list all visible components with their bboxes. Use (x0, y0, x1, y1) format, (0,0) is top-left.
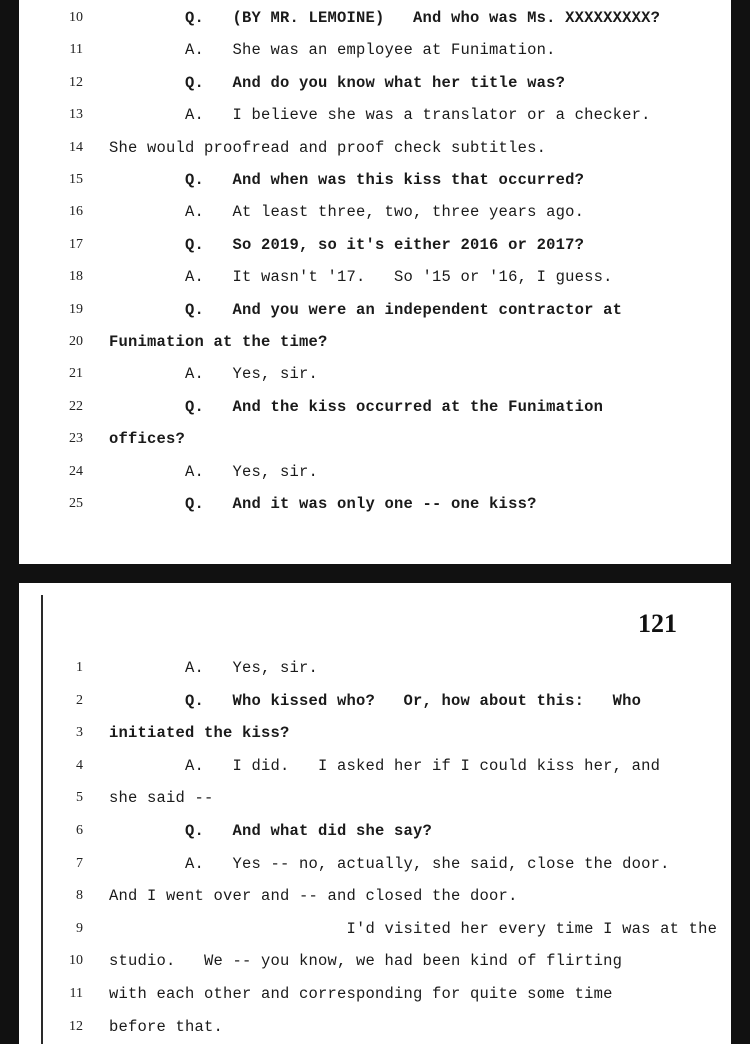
line-number: 21 (69, 366, 83, 382)
line-text: Q. And it was only one -- one kiss? (109, 495, 537, 513)
transcript-line (19, 983, 731, 1005)
transcript-line (19, 7, 731, 29)
line-number: 22 (69, 398, 83, 414)
transcript-line (19, 461, 731, 483)
line-text: Q. And you were an independent contractor at (109, 300, 623, 319)
line-number: 14 (69, 139, 83, 155)
line-text: A. I believe she was a translator or a checker. (109, 106, 651, 125)
transcript-line (19, 331, 731, 353)
line-number: 10 (69, 953, 83, 969)
transcript-line (19, 169, 731, 191)
line-text: Q. And do you know what her title was? (109, 73, 566, 92)
line-number: 5 (76, 790, 83, 806)
transcript-line (19, 722, 731, 744)
line-text: with each other and corresponding for quite some time (109, 985, 613, 1003)
line-text: Q. So 2019, so it's either 2016 or 2017? (109, 235, 585, 254)
line-number: 25 (69, 496, 83, 511)
transcript-line (19, 266, 731, 288)
transcript-line (19, 234, 731, 256)
transcript-line (19, 299, 731, 321)
line-text: Funimation at the time? (109, 333, 328, 351)
line-number: 11 (69, 42, 83, 58)
page-number: 121 (638, 609, 677, 638)
line-text: she said -- (109, 789, 214, 808)
transcript-line (19, 363, 731, 385)
line-text: A. I did. I asked her if I could kiss her, and (109, 756, 661, 775)
transcript-line (19, 396, 731, 418)
line-text: Q. And when was this kiss that occurred? (109, 171, 585, 189)
line-number: 8 (76, 888, 83, 904)
line-number: 12 (69, 1018, 83, 1034)
line-number: 4 (76, 757, 83, 773)
line-number: 20 (69, 334, 83, 349)
transcript-line (19, 657, 731, 679)
transcript-line (19, 72, 731, 94)
transcript-line (19, 755, 731, 777)
line-text: Q. Who kissed who? Or, how about this: Who (109, 691, 642, 710)
line-text: And I went over and -- and closed the door. (109, 887, 518, 906)
transcript-page-2 (19, 583, 731, 1044)
transcript-line (19, 493, 731, 515)
line-number: 11 (69, 986, 83, 1001)
line-text: studio. We -- you know, we had been kind of flirting (109, 952, 623, 971)
transcript-line (19, 137, 731, 159)
line-number: 18 (69, 269, 83, 285)
line-text: A. At least three, two, three years ago. (109, 203, 585, 222)
transcript-line (19, 1016, 731, 1038)
transcript-line (19, 428, 731, 450)
line-text: before that. (109, 1017, 224, 1036)
line-number: 1 (76, 660, 83, 675)
line-text: Q. And what did she say? (109, 822, 433, 840)
line-number: 3 (76, 725, 83, 741)
transcript-line (19, 104, 731, 126)
line-text: Q. (BY MR. LEMOINE) And who was Ms. XXXXXXXXX? (109, 9, 661, 27)
line-number: 19 (69, 301, 83, 317)
line-text: She would proofread and proof check subtitles. (109, 138, 547, 157)
transcript-line (19, 787, 731, 809)
transcript-line (19, 690, 731, 712)
line-text: A. It wasn't '17. So '15 or '16, I guess. (109, 268, 613, 287)
line-text: Q. And the kiss occurred at the Funimation (109, 397, 604, 416)
transcript-line (19, 950, 731, 972)
line-number: 23 (69, 431, 83, 447)
line-text: initiated the kiss? (109, 724, 290, 743)
line-text: A. She was an employee at Funimation. (109, 41, 556, 60)
line-number: 24 (69, 463, 83, 479)
transcript-line (19, 918, 731, 940)
line-number: 17 (69, 236, 83, 252)
line-number: 6 (76, 823, 83, 838)
transcript-line (19, 885, 731, 907)
line-number: 12 (69, 74, 83, 90)
line-number: 2 (76, 692, 83, 708)
line-number: 15 (69, 172, 83, 187)
transcript-line (19, 201, 731, 223)
transcript-page-1 (19, 0, 731, 564)
transcript-line (19, 853, 731, 875)
line-text: A. Yes, sir. (109, 365, 319, 384)
line-text: offices? (109, 430, 186, 449)
line-number: 9 (76, 920, 83, 936)
line-text: A. Yes, sir. (109, 659, 319, 677)
line-number: 13 (69, 107, 83, 123)
transcript-line (19, 820, 731, 842)
line-text: A. Yes -- no, actually, she said, close the door. (109, 854, 670, 873)
transcript-line (19, 39, 731, 61)
line-text: A. Yes, sir. (109, 462, 319, 481)
line-number: 7 (76, 855, 83, 871)
line-text: I'd visited her every time I was at the (109, 919, 718, 938)
line-number: 10 (69, 10, 83, 25)
line-number: 16 (69, 204, 83, 220)
